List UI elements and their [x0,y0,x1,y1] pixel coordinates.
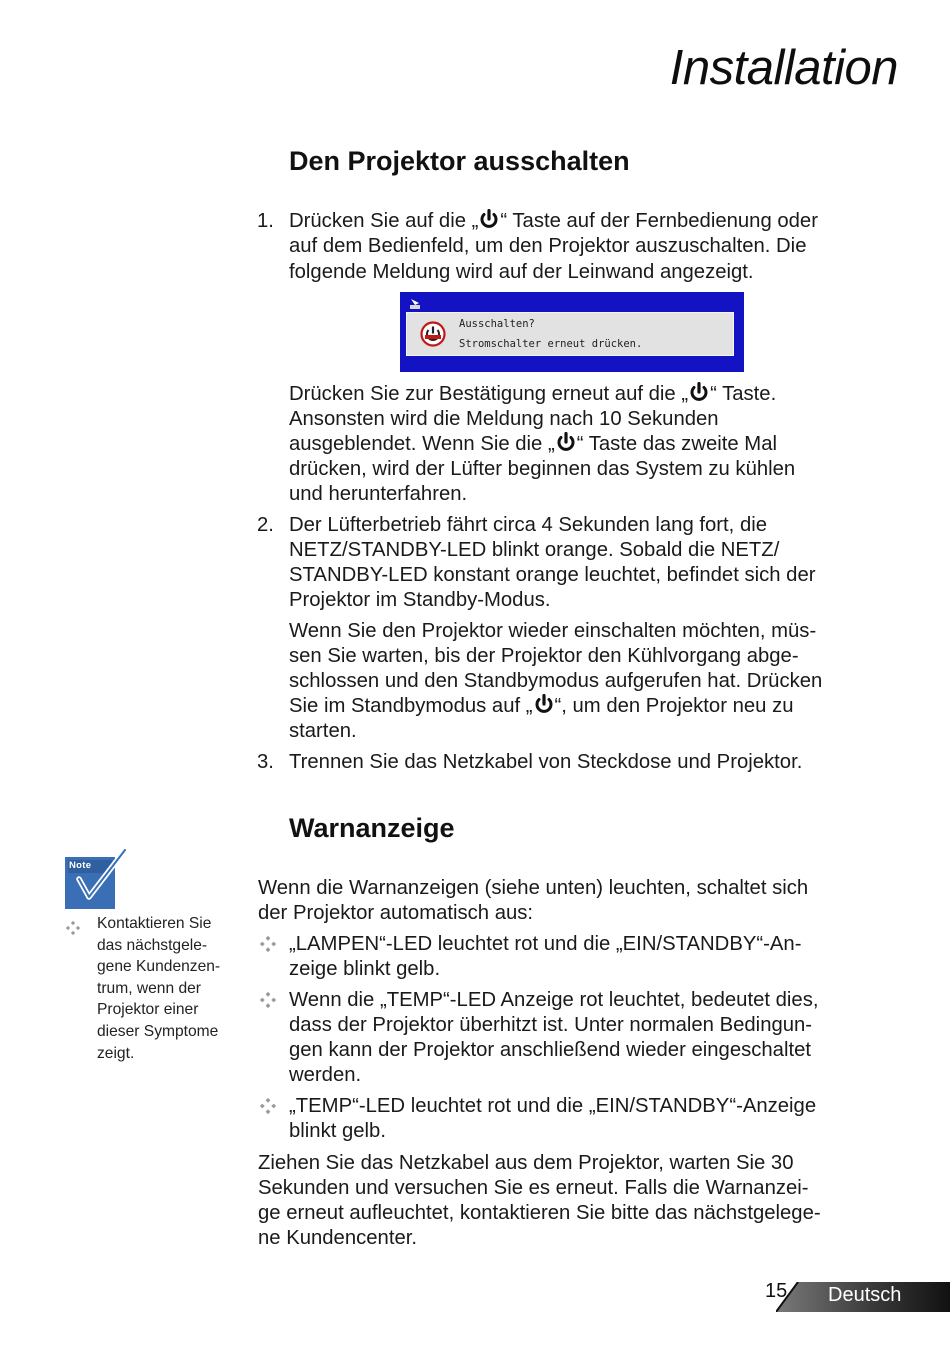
page-title: Installation [669,41,898,95]
step1-line2: auf dem Bedienfeld, um den Projektor auszuschalten. Die [289,235,807,257]
step2-line4: Projektor im Standby-Modus. [289,589,551,611]
note-line: gene Kundenzen- [97,958,221,976]
note-text [97,913,247,1064]
bullet1-line2: zeige blinkt gelb. [289,958,441,980]
restart-line5: starten. [289,720,357,742]
note-icon [65,849,127,911]
bullet-diamond-icon [66,921,80,935]
bullet-diamond-icon [260,992,276,1008]
confirm-line4: drücken, wird der Lüfter beginnen das System zu kühlen [289,458,796,480]
note-line: dieser Symptome [97,1022,219,1040]
bullet2-line4: werden. [289,1064,362,1086]
step1-line1 [289,209,818,234]
page-number: 15 [765,1280,788,1302]
closing-line4: ne Kundencenter. [258,1227,418,1249]
restart-line4 [289,694,794,719]
bullet2-line1: Wenn die „TEMP“-LED Anzeige rot leuchtet, bedeutet dies, [289,989,819,1011]
closing-line3: ge erneut aufleuchtet, kontaktieren Sie bitte das nächstgelege- [258,1202,821,1224]
warning-intro-line2: der Projektor automatisch aus: [258,902,534,924]
text-segment: “ Taste. [710,383,777,405]
power-icon [688,382,710,402]
osd-dialog [400,292,744,372]
text-segment: ausgeblendet. Wenn Sie die „ [289,433,555,455]
power-icon [555,432,577,452]
bullet1-line1: „LAMPEN“-LED leuchtet rot und die „EIN/STANDBY“-An- [289,933,802,955]
bullet-diamond-icon [260,1098,276,1114]
power-icon [533,694,555,714]
text-segment: Drücken Sie zur Bestätigung erneut auf die „ [289,383,689,405]
footer-language: Deutsch [828,1284,902,1306]
dialog-power-icon [420,321,446,347]
confirm-line5: und herunterfahren. [289,483,468,505]
bullet-diamond-icon [260,936,276,952]
text-segment: “, um den Projektor neu zu [554,695,794,717]
note-line: Kontaktieren Sie [97,915,212,932]
step2-line2: NETZ/STANDBY-LED blinkt orange. Sobald die NETZ/ [289,539,780,561]
note-line: das nächstgele- [97,936,208,954]
warning-intro-line1: Wenn die Warnanzeigen (siehe unten) leuchten, schaltet sich [258,877,809,899]
confirm-line3 [289,432,777,457]
step2-line3: STANDBY-LED konstant orange leuchtet, befindet sich der [289,564,816,586]
text-segment: Drücken Sie auf die „ [289,210,479,232]
bullet3-line2: blinkt gelb. [289,1120,386,1142]
dialog-line2: Stromschalter erneut drücken. [459,338,643,350]
text-segment: Sie im Standbymodus auf „ [289,695,533,717]
note-label: Note [69,860,92,871]
confirm-line2: Ansonsten wird die Meldung nach 10 Sekunden [289,408,719,430]
restart-line2: sen Sie warten, bis der Projektor den Kühlvorgang abge- [289,645,799,667]
menu-corner-icon [408,297,422,311]
text-segment: “ Taste auf der Fernbedienung oder [500,210,818,232]
power-icon [478,209,500,229]
dialog-panel [406,312,734,356]
closing-line1: Ziehen Sie das Netzkabel aus dem Projektor, warten Sie 30 [258,1152,794,1174]
step1-line3: folgende Meldung wird auf der Leinwand angezeigt. [289,261,754,283]
section-title-warning: Warnanzeige [289,813,455,843]
section-title-power-off: Den Projektor ausschalten [289,146,630,176]
bullet2-line3: gen kann der Projektor anschließend wieder eingeschaltet [289,1039,811,1061]
step-number: 1. [257,210,274,232]
step-number: 2. [257,514,274,536]
restart-line3: schlossen und den Standbymodus aufgerufen hat. Drücken [289,670,823,692]
note-line: Projektor einer [97,1001,199,1019]
closing-line2: Sekunden und versuchen Sie es erneut. Falls die Warnanzei- [258,1177,809,1199]
note-line: zeigt. [97,1044,135,1062]
restart-line1: Wenn Sie den Projektor wieder einschalten möchten, müs- [289,620,817,642]
step-number: 3. [257,751,274,773]
text-segment: “ Taste das zweite Mal [576,433,777,455]
dialog-line1: Ausschalten? [459,318,535,330]
confirm-line1 [289,382,776,407]
step3-line1: Trennen Sie das Netzkabel von Steckdose und Projektor. [289,751,803,773]
bullet3-line1: „TEMP“-LED leuchtet rot und die „EIN/STANDBY“-Anzeige [289,1095,817,1117]
note-line: trum, wenn der [97,979,202,997]
bullet2-line2: dass der Projektor überhitzt ist. Unter normalen Bedingun- [289,1014,813,1036]
step2-line1: Der Lüfterbetrieb fährt circa 4 Sekunden lang fort, die [289,514,768,536]
